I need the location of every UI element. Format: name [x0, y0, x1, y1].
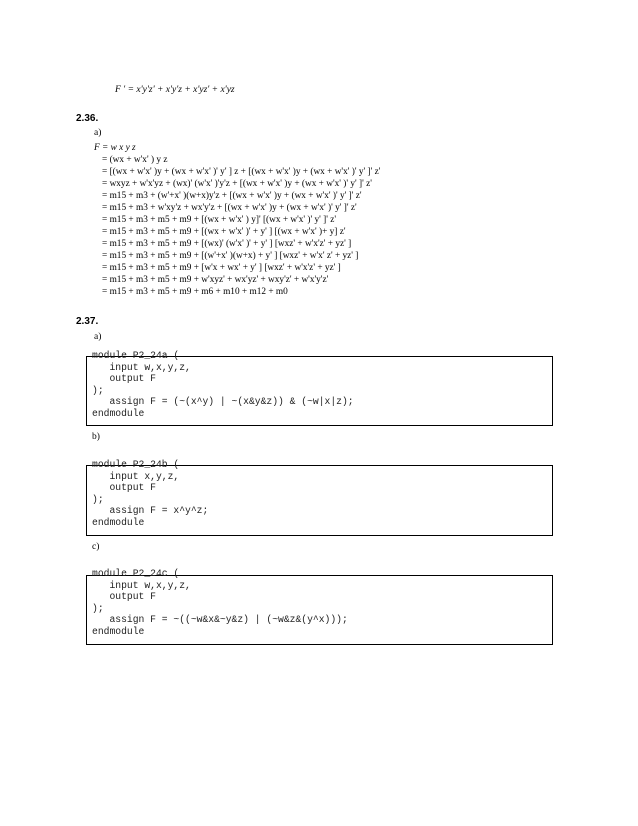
code-block-c: module P2_24c ( input w,x,y,z, output F ); assign F = ~((~w&x&~y&z) | (~w&z&(y^x))); endmodule	[92, 568, 348, 637]
intro-formula: F ' = x'y'z' + x'y'z + x'yz' + x'yz	[115, 85, 235, 95]
derivation-line: = [(wx + w'x' )y + (wx + w'x' )' y' ] z + [(wx + w'x' )y + (wx + w'x' )' y' ]' z'	[102, 167, 381, 177]
section-2-37-part-b-label: b)	[92, 432, 100, 442]
derivation-line: = wxyz + w'x'yz + (wx)' (w'x' )'y'z + [(wx + w'x' )y + (wx + w'x' )' y' ]' z'	[102, 179, 372, 189]
code-block-b: module P2_24b ( input x,y,z, output F ); assign F = x^y^z; endmodule	[92, 459, 209, 528]
derivation-line: = m15 + m3 + m5 + m9 + [w'x + wx' + y' ] [wxz' + w'x'z' + yz' ]	[102, 263, 341, 273]
derivation-line: F = w x y z	[94, 143, 136, 153]
section-2-36-part-a-label: a)	[94, 128, 102, 138]
derivation-line: = m15 + m3 + m5 + m9 + [(wx + w'x' )' + y' ] [(wx + w'x' )+ y] z'	[102, 227, 346, 237]
derivation-line: = m15 + m3 + w'xy'z + wx'y'z + [(wx + w'x' )y + (wx + w'x' )' y' ]' z'	[102, 203, 357, 213]
derivation-line: = m15 + m3 + m5 + m9 + m6 + m10 + m12 + m0	[102, 287, 288, 297]
derivation-line: = (wx + w'x' ) y z	[102, 155, 168, 165]
section-2-36-heading: 2.36.	[76, 113, 99, 124]
derivation-line: = m15 + m3 + m5 + m9 + [(w'+x' )(w+x) + y' ] [wxz' + w'x' z' + yz' ]	[102, 251, 359, 261]
section-2-37-heading: 2.37.	[76, 316, 99, 327]
code-block-a: module P2_24a ( input w,x,y,z, output F ); assign F = (~(x^y) | ~(x&y&z)) & (~w|x|z); endmodule	[92, 350, 354, 419]
section-2-37-part-a-label: a)	[94, 332, 102, 342]
section-2-37-part-c-label: c)	[92, 542, 100, 552]
derivation-line: = m15 + m3 + m5 + m9 + [(wx + w'x' ) y]' [(wx + w'x' )' y' ]' z'	[102, 215, 337, 225]
derivation-line: = m15 + m3 + m5 + m9 + w'xyz' + wx'yz' + wxy'z' + w'x'y'z'	[102, 275, 329, 285]
derivation-line: = m15 + m3 + m5 + m9 + [(wx)' (w'x' )' + y' ] [wxz' + w'x'z' + yz' ]	[102, 239, 352, 249]
derivation-line: = m15 + m3 + (w'+x' )(w+x)y'z + [(wx + w'x' )y + (wx + w'x' )' y' ]' z'	[102, 191, 362, 201]
